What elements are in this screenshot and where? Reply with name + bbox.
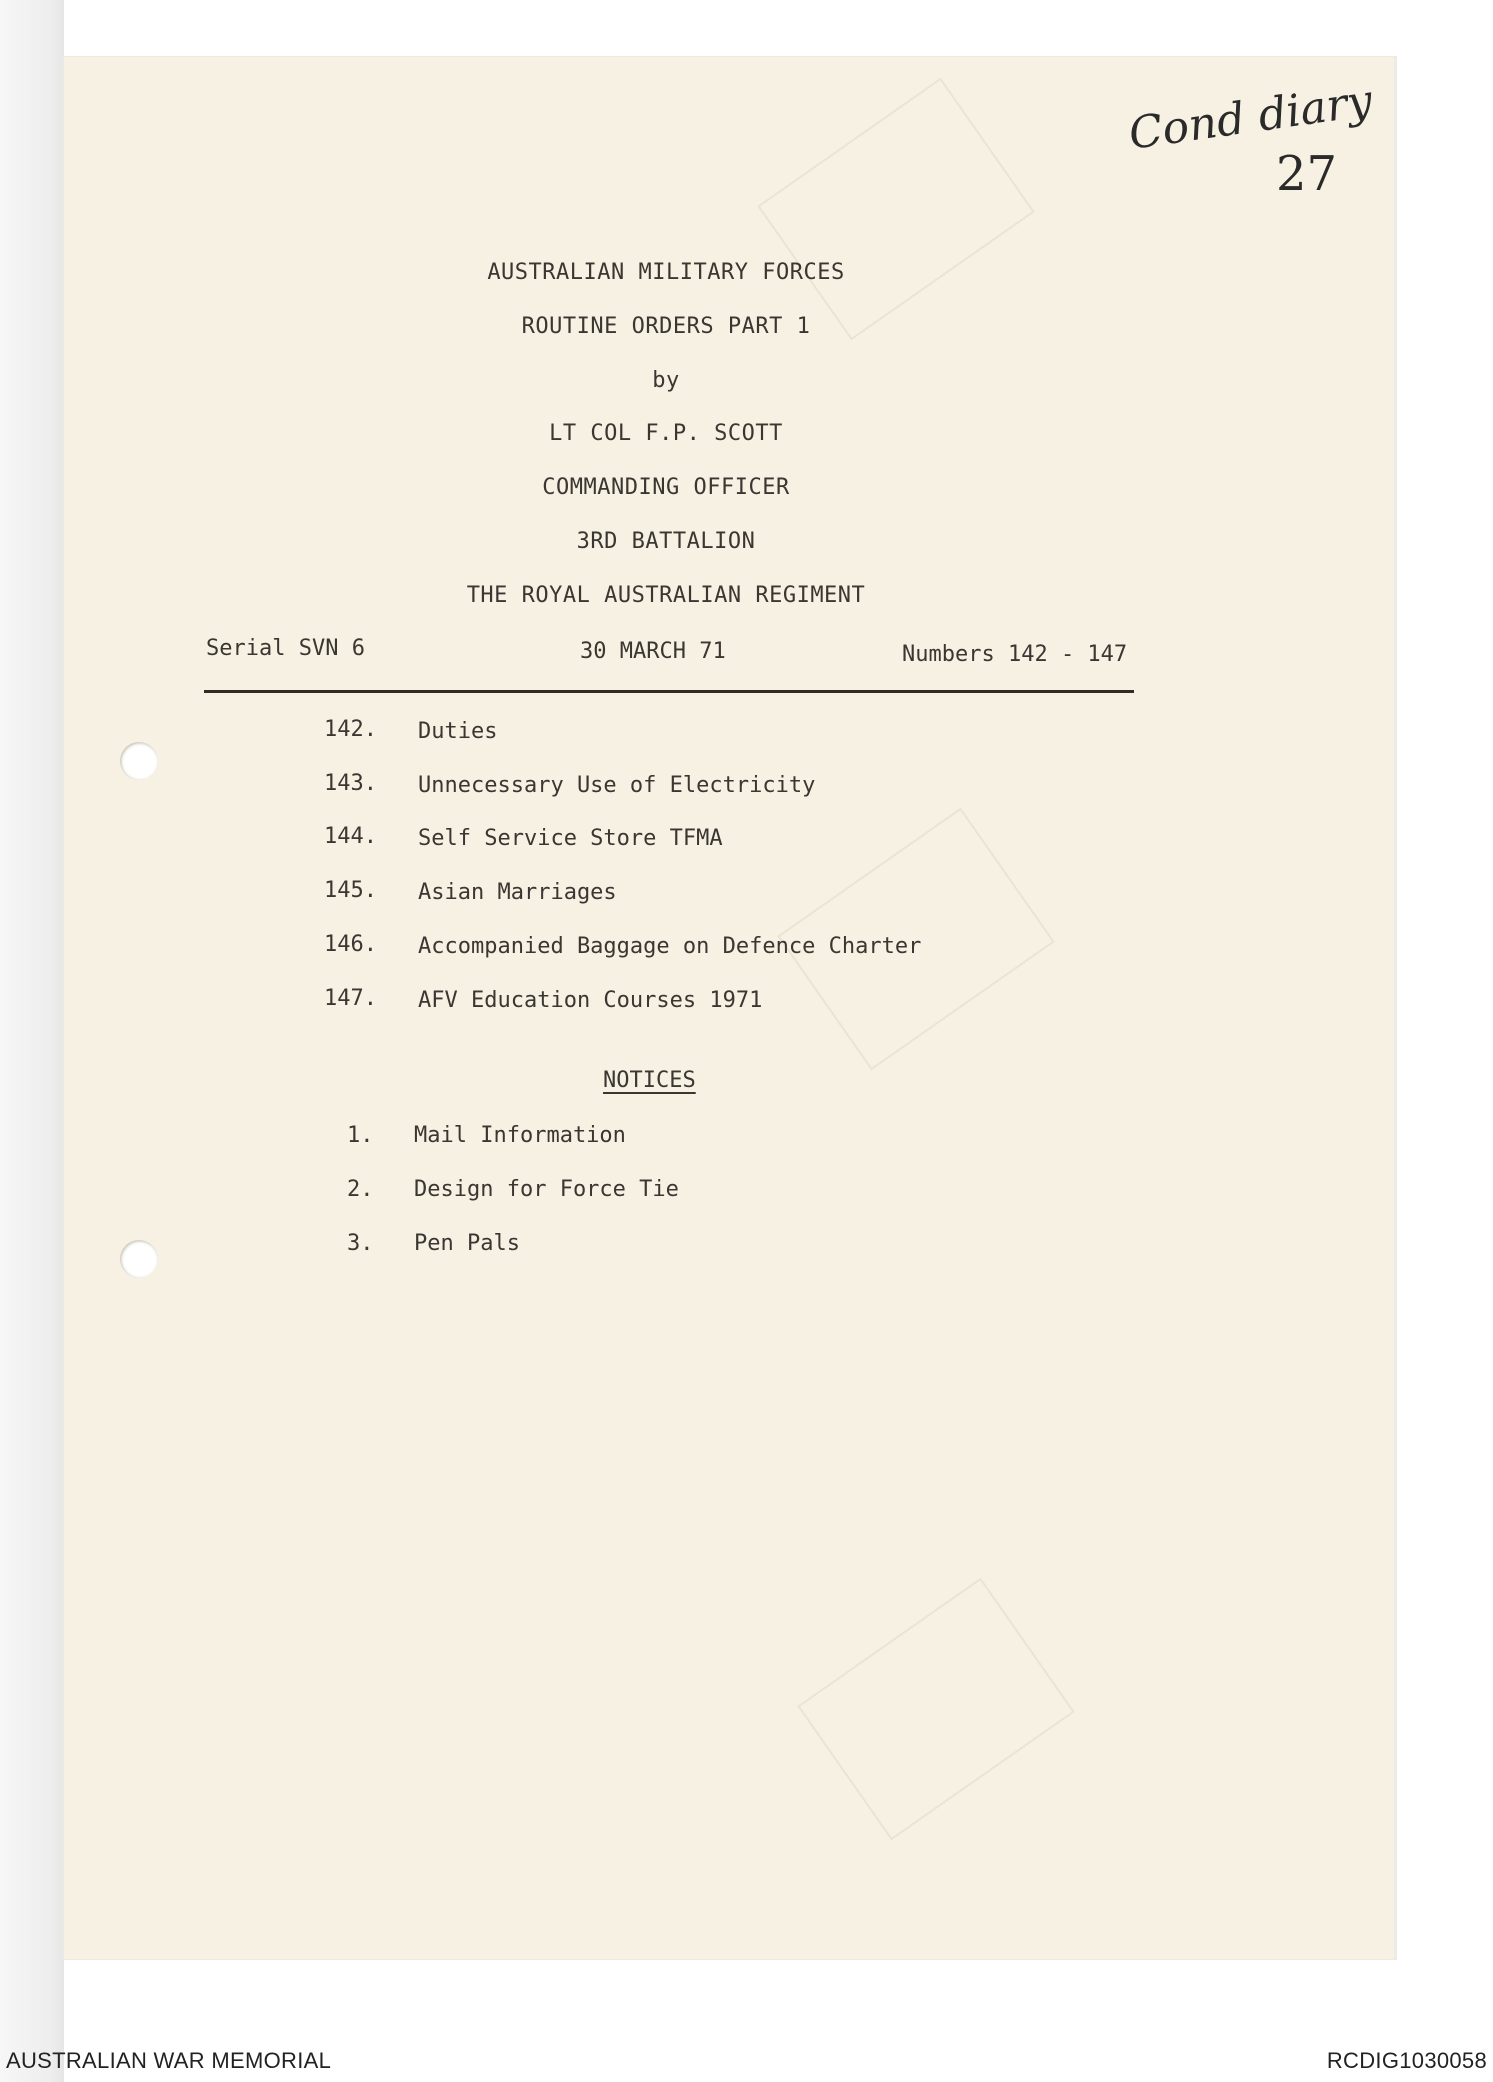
header-line-routine-orders: ROUTINE ORDERS PART 1 <box>521 314 811 339</box>
notices-heading: NOTICES <box>603 1068 696 1093</box>
scan-edge <box>0 0 64 2082</box>
order-number: 142. <box>324 717 377 742</box>
header-line-officer-name: LT COL F.P. SCOTT <box>549 421 783 446</box>
notice-title: Mail Information <box>414 1123 626 1148</box>
notice-number: 2. <box>347 1177 374 1202</box>
order-number: 146. <box>324 932 377 957</box>
serial-number: Serial SVN 6 <box>206 636 365 661</box>
header-line-commanding-officer: COMMANDING OFFICER <box>542 475 790 500</box>
punch-hole <box>120 742 158 780</box>
order-date: 30 MARCH 71 <box>580 639 726 664</box>
watermark-emboss <box>797 1578 1075 1841</box>
order-number: 147. <box>324 986 377 1011</box>
watermark-emboss <box>757 78 1035 341</box>
order-title: AFV Education Courses 1971 <box>418 988 763 1013</box>
order-number: 144. <box>324 824 377 849</box>
handwritten-note: Cond diary <box>1125 75 1376 160</box>
handwritten-number: 27 <box>1276 146 1338 202</box>
notice-number: 3. <box>347 1231 374 1256</box>
header-line-forces: AUSTRALIAN MILITARY FORCES <box>487 260 845 285</box>
notice-number: 1. <box>347 1123 374 1148</box>
footer-source: AUSTRALIAN WAR MEMORIAL <box>6 2048 332 2073</box>
order-number: 145. <box>324 878 377 903</box>
order-number: 143. <box>324 771 377 796</box>
divider-rule <box>204 690 1134 693</box>
header-line-by: by <box>652 368 680 393</box>
footer-reference: RCDIG1030058 <box>1326 2048 1487 2073</box>
header-line-regiment: THE ROYAL AUSTRALIAN REGIMENT <box>466 583 866 608</box>
header-line-battalion: 3RD BATTALION <box>576 529 756 554</box>
order-numbers: Numbers 142 - 147 <box>902 642 1128 667</box>
notice-title: Design for Force Tie <box>414 1177 679 1202</box>
punch-hole <box>120 1240 158 1278</box>
order-title: Duties <box>418 719 498 744</box>
order-title: Unnecessary Use of Electricity <box>418 773 816 798</box>
notice-title: Pen Pals <box>414 1231 520 1256</box>
order-title: Accompanied Baggage on Defence Charter <box>418 934 922 959</box>
order-title: Asian Marriages <box>418 880 617 905</box>
order-title: Self Service Store TFMA <box>418 826 723 851</box>
